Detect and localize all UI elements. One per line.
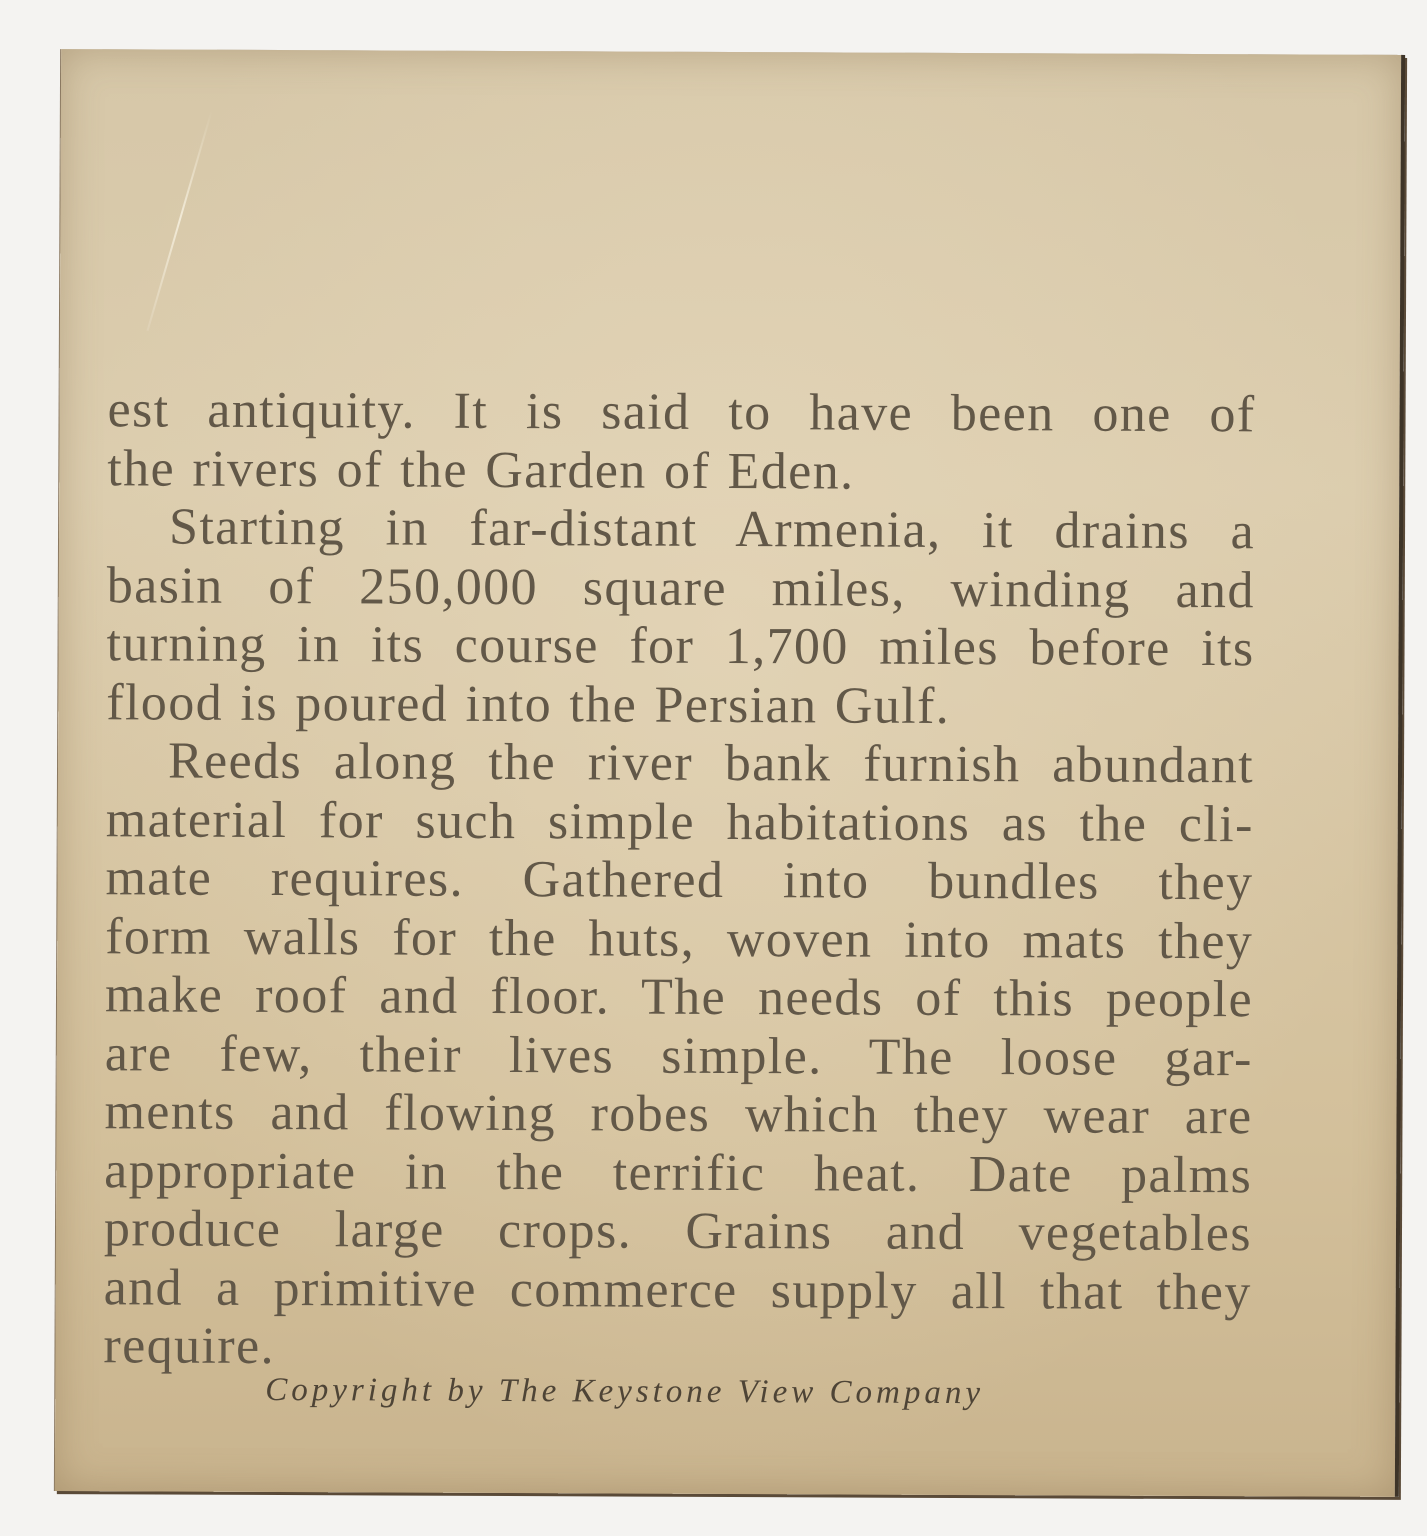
text-line: est antiquity. It is said to have been one of: [107, 381, 1256, 444]
text-line: mate requires. Gathered into bundles they: [105, 849, 1254, 912]
text-line: make roof and floor. The needs of this people: [104, 966, 1254, 1029]
copyright-notice: Copyright by The Keystone View Company: [265, 1371, 985, 1412]
paragraph-1: [107, 381, 1255, 503]
text-line: produce large crops. Grains and vegetables: [103, 1200, 1253, 1263]
stereoview-card-back: [55, 49, 1405, 1497]
text-line: require.: [103, 1317, 276, 1376]
text-line: are few, their lives simple. The loose gar-: [104, 1024, 1253, 1087]
text-line: ments and flowing robes which they wear are: [104, 1083, 1253, 1146]
text-line: Reeds along the river bank furnish abundant: [167, 732, 1255, 795]
text-line: basin of 250,000 square miles, winding and: [106, 556, 1255, 619]
text-line: and a primitive commerce supply all that they: [103, 1258, 1252, 1321]
paper-crease: [147, 110, 213, 331]
paragraph-2: [106, 498, 1255, 737]
text-line: material for such simple habitations as the cli-: [105, 790, 1254, 853]
text-line: the rivers of the Garden of Eden.: [107, 439, 855, 501]
text-line: flood is poured into the Persian Gulf.: [106, 673, 951, 735]
text-line: turning in its course for 1,700 miles before its: [106, 615, 1255, 678]
paragraph-3: [103, 732, 1254, 1381]
text-line: appropriate in the terrific heat. Date palms: [104, 1141, 1253, 1204]
description-text: [103, 381, 1255, 1380]
text-line: Starting in far-distant Armenia, it drains a: [168, 498, 1256, 561]
text-line: form walls for the huts, woven into mats they: [105, 907, 1254, 970]
